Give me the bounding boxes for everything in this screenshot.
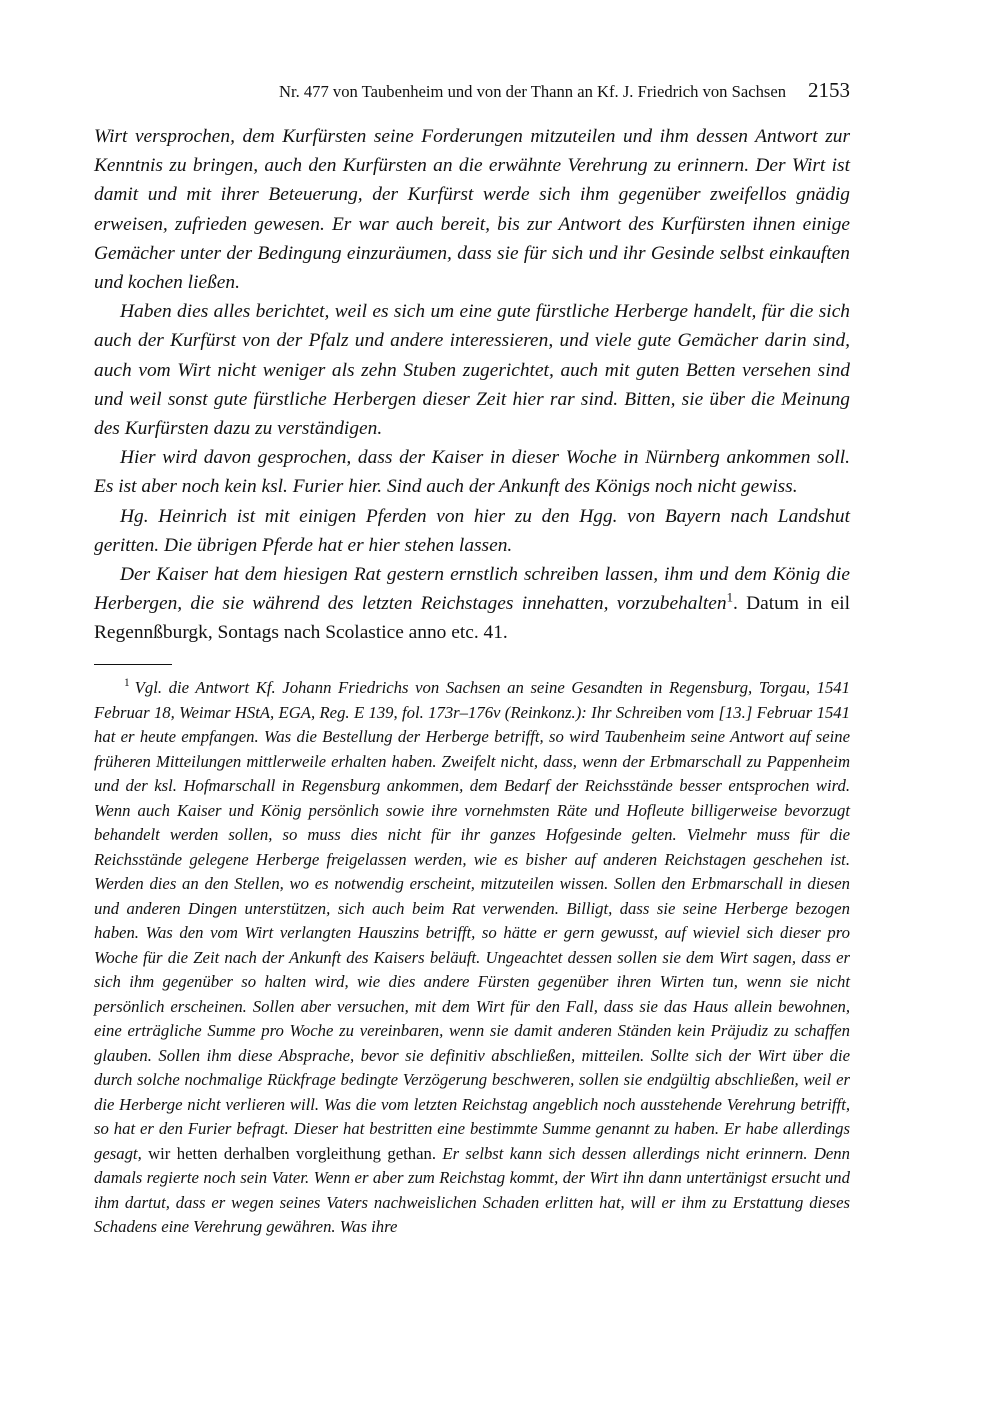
page-number: 2153 [808, 78, 850, 102]
paragraph-roman-tail: . Datum in eil Regennßburgk, Sontags nach Scolastice anno etc. 41. [94, 593, 850, 644]
footnote-reference-1[interactable]: 1 [726, 590, 733, 605]
footnote-block [94, 664, 850, 1240]
paragraph: Wirt versprochen, dem Kurfürsten seine Forderungen mitzuteilen und ihm dessen Antwort zur Kenntnis zu bringen, auch den Kurfürsten an die erwähnte Verehrung zu erinnern. Der Wirt ist damit und mit ihrer Beteuerung, der Kurfürst werde sich ihm gegenüber zweifellos gnädig erweisen, zufrieden gewesen. Er war auch bereit, bis zur Antwort des Kurfürsten ihnen einige Gemächer unter der Bedingung einzuräumen, dass sie für sich und ihr Gesinde selbst einkauften und kochen ließen. [94, 126, 850, 294]
paragraph: Hier wird davon gesprochen, dass der Kaiser in dieser Woche in Nürnberg ankommen soll. Es ist aber noch kein ksl. Furier hier. Sind auch der Ankunft des Königs noch nicht gewiss. [94, 447, 850, 498]
footnote-1 [94, 676, 850, 1240]
running-head-title: Nr. 477 von Taubenheim und von der Thann an Kf. J. Friedrich von Sachsen [278, 82, 786, 101]
footnote-text-part-b: Er selbst kann sich dessen allerdings nicht erinnern. Denn damals regierte noch sein Vater. Wenn er aber zum Reichstag kommt, der Wirt ihn dann untertänigst ersucht und ihm dartut, dass er wegen seines Vaters nachweislichen Schaden erlitten hat, will er ihm zu Erstattung dieses Schadens eine Verehrung gewähren. Was ihre [94, 1143, 850, 1236]
footnote-quoted-source: wir hetten derhalben vorgleithung gethan. [141, 1143, 443, 1163]
paragraph-with-footnote-ref [94, 560, 850, 648]
paragraph-italic-lead: Der Kaiser hat dem hiesigen Rat gestern ernstlich schreiben lassen, ihm und dem König die Herbergen, die sie während des letzten Reichstages innehatten, vorzubehalten [94, 564, 850, 615]
footnote-text-part-a: Vgl. die Antwort Kf. Johann Friedrichs von Sachsen an seine Gesandten in Regensburg, Torgau, 1541 Februar 18, Weimar HStA, EGA, Reg. E 139, fol. 173r–176v (Reinkonz.): Ihr Schreiben vom [13.] Februar 1541 hat er heute empfangen. Was die Bestellung der Herberge betrifft, so wird Taubenheim seine Antwort auf seine früheren Mitteilungen mittlerweile erhalten haben. Zweifelt nicht, dass, wenn der Erbmarschall zu Pappenheim und der ksl. Hofmarschall in Regensburg ankommen, dem Bedarf der Reichsstände besser entsprochen wird. Wenn auch Kaiser und König persönlich sowie ihre vornehmsten Räte und Hofleute billigerweise bevorzugt behandelt werden sollen, so muss dies nicht für ihr ganzes Hofgesinde gelten. Vielmehr muss für die Reichsstände gelegene Herberge freigelassen werden, wie es bisher auf anderen Reichstagen geschehen ist. Werden dies an den Stellen, wo es notwendig erscheint, mitzuteilen wissen. Sollen den Erbmarschall in diesen und anderen Dingen unterstützen, sich auch beim Rat verwenden. Billigt, dass sie seine Herberge bezogen haben. Was den vom Wirt verlangten Hauszins betrifft, so hätte er gern gewusst, auf wieviel sich dieser pro Woche für die Zeit nach der Ankunft des Kaisers beläuft. Ungeachtet dessen sollen sie dem Wirt sagen, dass er sich ihm gegenüber so halten wird, wie dies andere Fürsten gegenüber ihren Wirten tun, wenn sie nicht persönlich erscheinen. Sollen aber versuchen, mit dem Wirt für den Fall, dass sie das Haus allein bewohnen, eine erträgliche Summe pro Woche zu vereinbaren, wenn sie damit anderen Ständen kein Präjudiz zu schaffen glauben. Sollen ihm diese Absprache, bevor sie definitiv abschließen, mitteilen. Sollte sich der Wirt über die durch solche nochmalige Rückfrage bedingte Verzögerung beschweren, sollen sie endgültig abschließen, weil er die Herberge nicht verlieren will. Was die vom letzten Reichstag angeblich noch ausstehende Verehrung betrifft, so hat er den Furier befragt. Dieser hat bestritten eine bestimmte Summe genannt zu haben. Er habe allerdings gesagt, [94, 678, 850, 1163]
running-head [94, 78, 850, 103]
footnote-number-1: 1 [124, 677, 130, 690]
paragraph: Haben dies alles berichtet, weil es sich um eine gute fürstliche Herberge handelt, für die sich auch der Kurfürst von der Pfalz und andere interessieren, und viele gute Gemächer darin sind, auch vom Wirt nicht weniger als zehn Stuben zugerichtet, auch mit guten Betten versehen sind und weil sonst gute fürstliche Herbergen dieser Zeit hier rar sind. Bitten, sie über die Meinung des Kurfürsten dazu zu verständigen. [94, 301, 850, 440]
footnote-separator-rule [94, 664, 172, 665]
paragraph: Hg. Heinrich ist mit einigen Pferden von hier zu den Hgg. von Bayern nach Landshut geritten. Die übrigen Pferde hat er hier stehen lassen. [94, 505, 850, 556]
body-text [94, 122, 850, 648]
